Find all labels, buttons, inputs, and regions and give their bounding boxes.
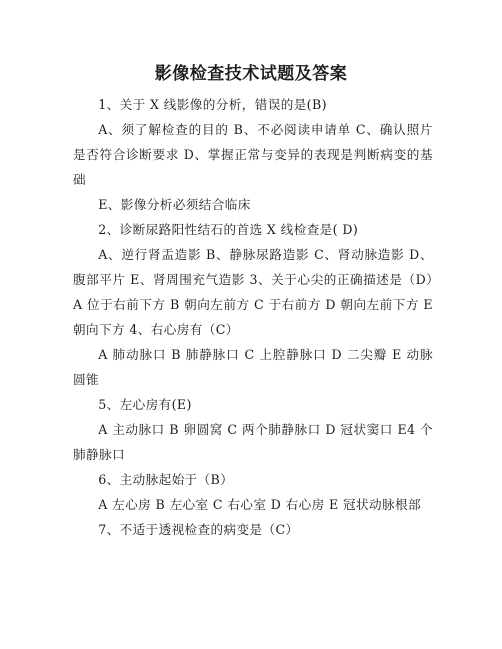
paragraph-q6-options: A 左心房 B 左心室 C 右心室 D 右心房 E 冠状动脉根部 xyxy=(98,497,421,512)
paragraph-q2: 2、诊断尿路阳性结石的首选 X 线检查是( D) xyxy=(98,222,359,237)
paragraph-q4-options: A 肺动脉口 B 肺静脉口 C 上腔静脉口 D 二尖瓣 E 动脉圆锥 xyxy=(73,347,433,387)
paragraph-q7: 7、不适于透视检查的病变是（C） xyxy=(98,522,299,537)
paragraph-q6: 6、主动脉起始于（B） xyxy=(98,472,234,487)
paragraph-q1: 1、关于 X 线影像的分析，错误的是(B) xyxy=(98,97,327,112)
paragraph-q5-options: A 主动脉口 B 卵圆窝 C 两个肺静脉口 D 冠状窦口 E4 个肺静脉口 xyxy=(73,422,433,462)
paragraph-q5: 5、左心房有(E) xyxy=(98,397,192,412)
paragraph-q1-options: A、须了解检查的目的 B、不必阅读申请单 C、确认照片是否符合诊断要求 D、掌握正常与变异的表现是判断病变的基础 xyxy=(73,122,433,187)
document-body xyxy=(73,92,433,542)
document-title: 影像检查技术试题及答案 xyxy=(154,64,348,84)
paragraph-q1-option-e: E、影像分析必须结合临床 xyxy=(98,197,251,212)
paragraph-q2-q4-text: A、逆行肾盂造影 B、静脉尿路造影 C、肾动脉造影 D、腹部平片 E、肾周围充气造影 3、关于心尖的正确描述是（D）A 位于右前下方 B 朝向左前方 C 于右前方 D 朝向左前下方 E 朝向下方 4、右心房有（C） xyxy=(73,247,433,337)
